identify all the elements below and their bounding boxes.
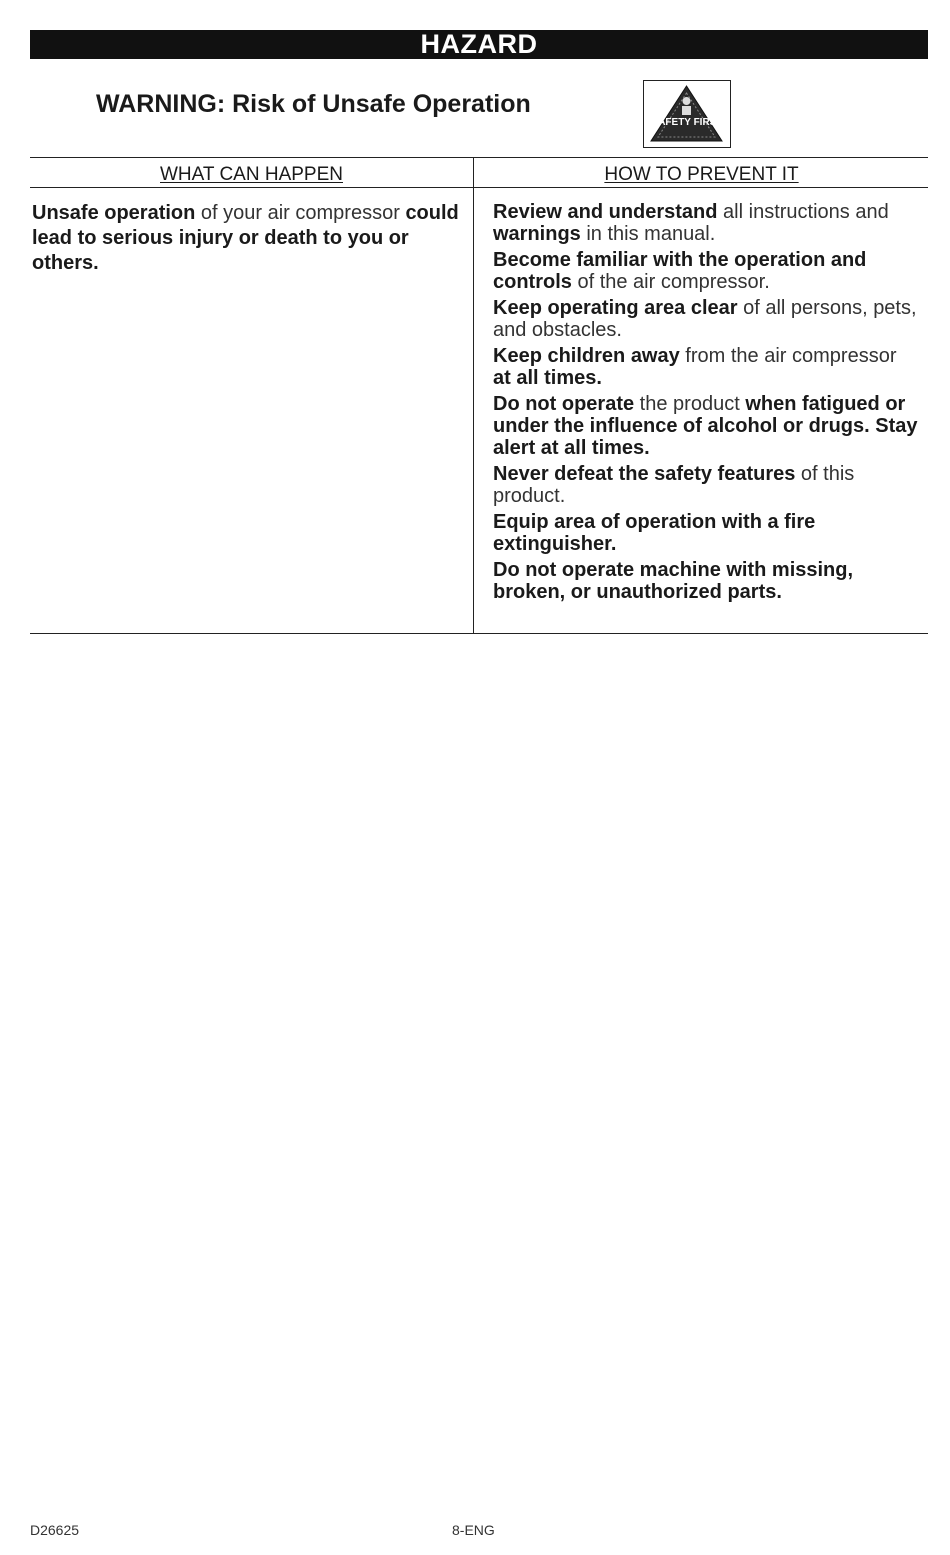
prevention-item [493,511,918,555]
emphasis-text: Never defeat the safety features [493,463,796,485]
table-header-rule [30,187,928,188]
what-can-happen-text [32,201,462,276]
body-text: from the air compressor [679,345,897,367]
prevention-item [493,393,918,459]
body-text: the product [634,393,746,415]
prevention-item [493,559,918,603]
body-text: of this product. [493,463,855,507]
column-header-what-can-happen: WHAT CAN HAPPEN [160,164,343,185]
warning-title: WARNING: Risk of Unsafe Operation [96,90,531,118]
hazard-banner: HAZARD [30,30,928,59]
emphasis-text: Do not operate [493,393,635,415]
prevention-item [493,345,918,389]
table-bottom-rule [30,633,928,634]
emphasis-text: Become familiar with the operation and controls [493,249,867,293]
badge-safety-word: SAFETY FIRST [651,117,723,128]
body-text: of all persons, pets, and obstacles. [493,297,917,341]
emphasis-text: warnings [493,223,581,245]
body-text: of your air compressor [195,202,406,224]
emphasis-text: Keep operating area clear [493,297,738,319]
emphasis-text: Equip area of operation with a fire extinguisher. [493,511,816,555]
body-text: in this manual. [580,223,716,245]
table-column-divider [473,157,474,633]
page-number: 8-ENG [452,1522,495,1538]
safety-first-icon [643,80,731,148]
emphasis-text: Keep children away [493,345,680,367]
prevention-item [493,249,918,293]
column-header-how-to-prevent: HOW TO PREVENT IT [604,164,799,185]
body-text: all instructions and [717,201,889,223]
body-text: of the air compressor. [571,271,770,293]
prevention-item [493,201,918,245]
prevention-item [493,463,918,507]
document-code: D26625 [30,1522,80,1538]
prevention-item [493,297,918,341]
emphasis-text: Unsafe operation [32,202,196,224]
emphasis-text: Review and understand [493,201,718,223]
table-top-rule [30,157,928,158]
emphasis-text: when fatigued or under the influence of alcohol or drugs. Stay alert at all times. [493,393,918,459]
emphasis-text: Do not operate machine with missing, broken, or unauthorized parts. [493,559,854,603]
prevention-list [493,201,918,607]
emphasis-text: could lead to serious injury or death to you or others. [32,202,459,274]
emphasis-text: at all times. [493,367,602,389]
